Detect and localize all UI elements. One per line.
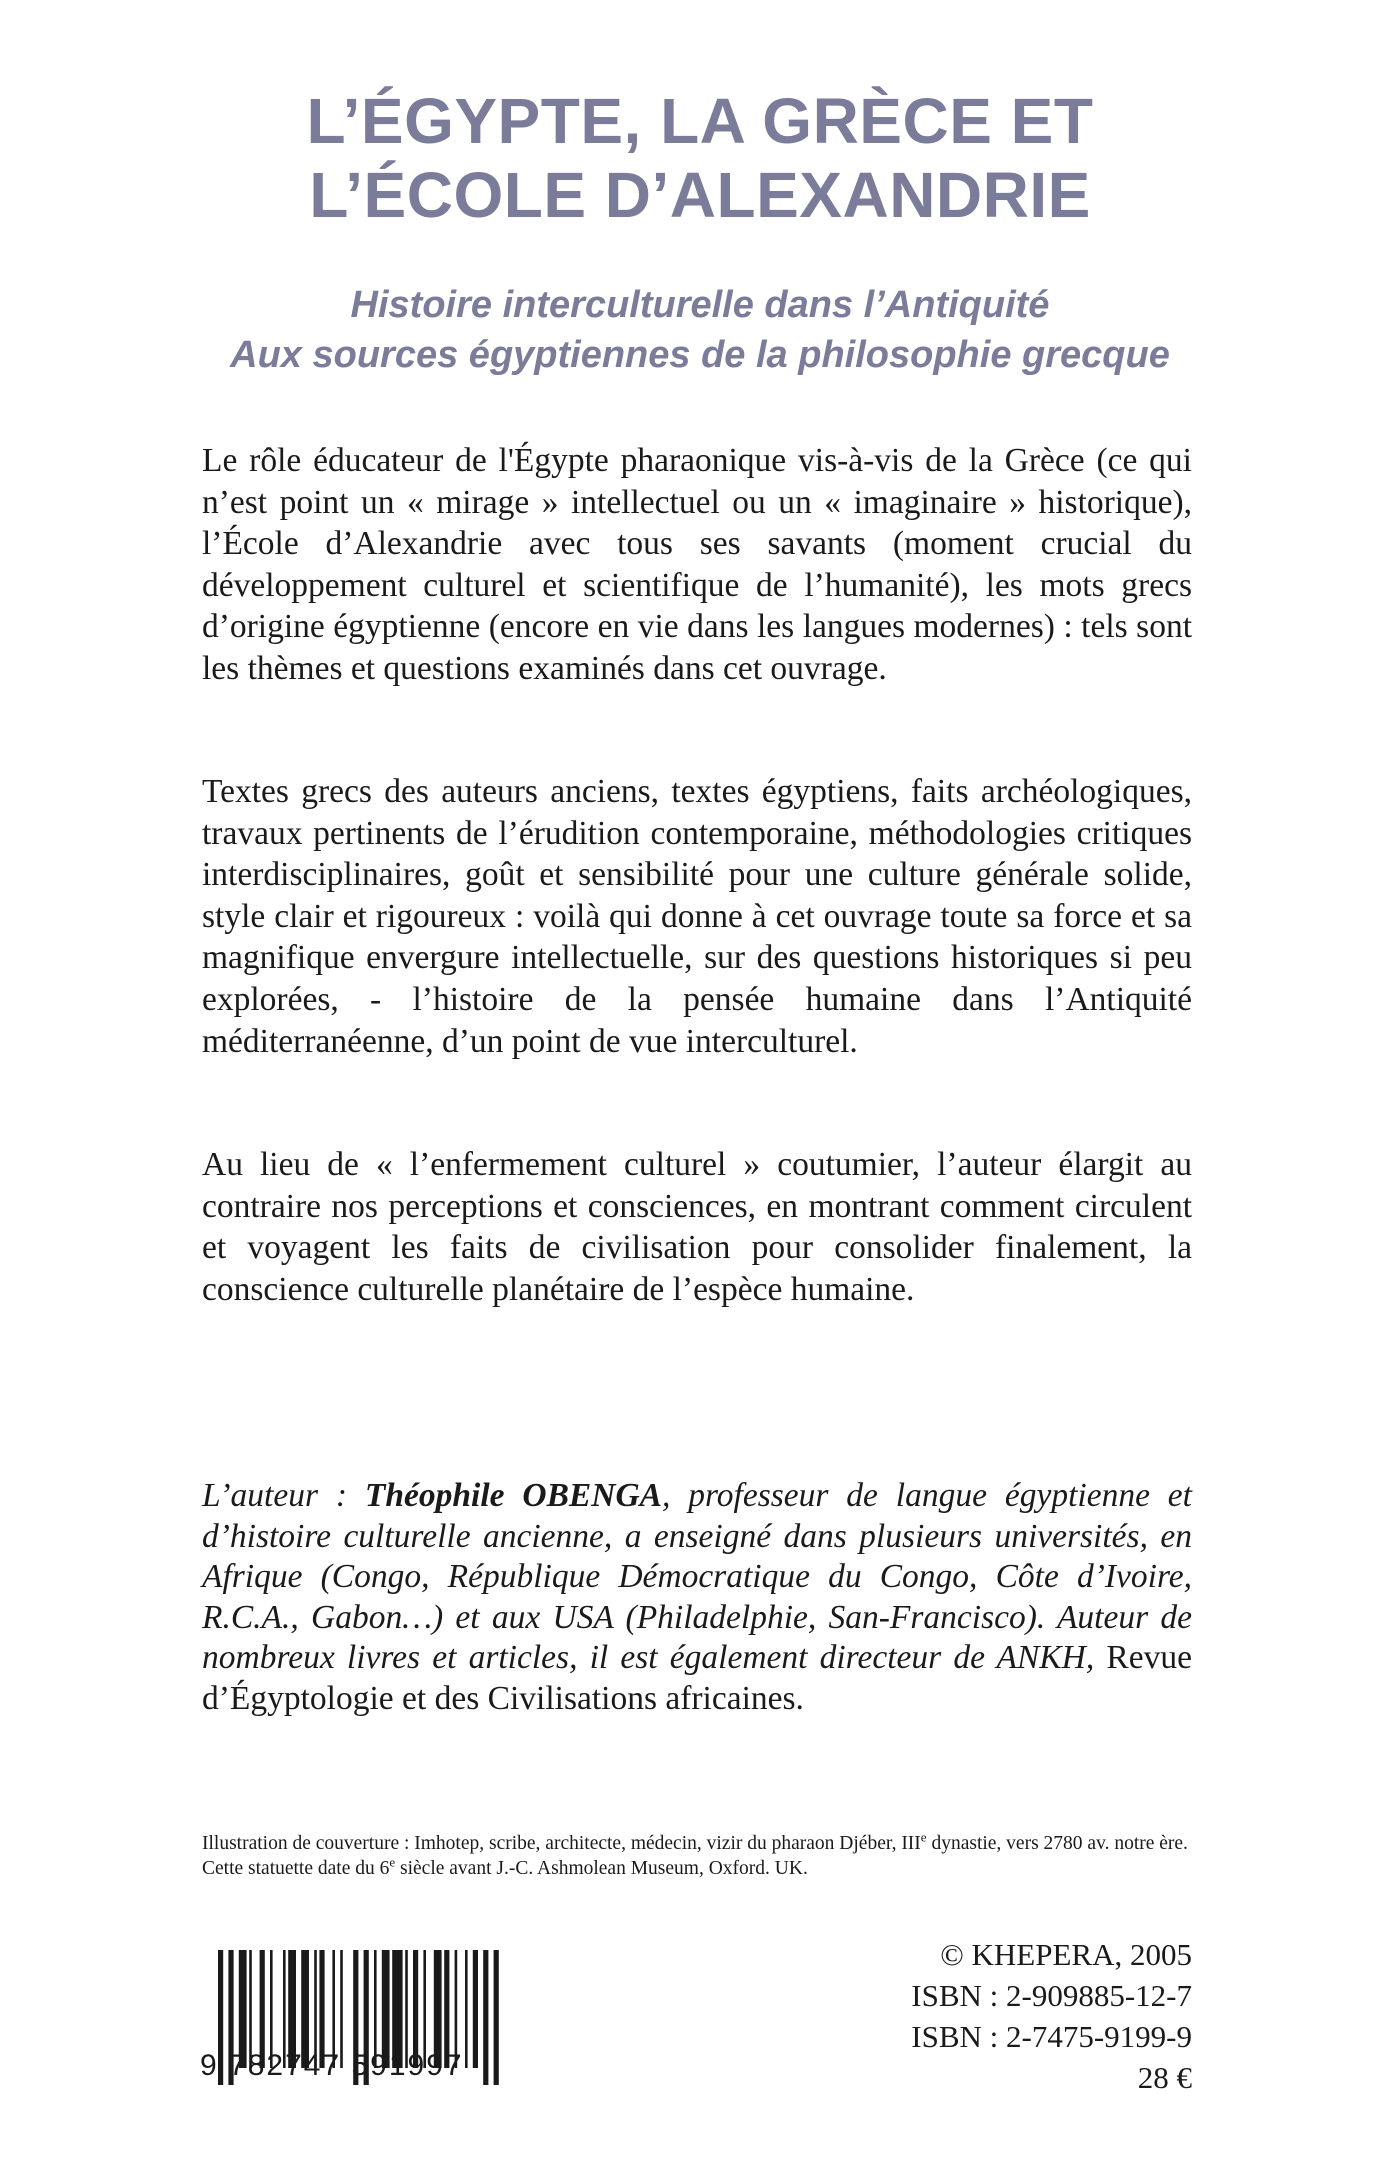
price-line: 28 € (1137, 2060, 1192, 2095)
book-title-line-2: L’ÉCOLE D’ALEXANDRIE (309, 159, 1091, 231)
author-bio (202, 1476, 1192, 1719)
cover-credit-sup-1: e (920, 1829, 927, 1845)
isbn-line-2: ISBN : 2-7475-9199-9 (911, 2019, 1192, 2054)
cover-credit-line-2b: siècle avant J.-C. Ashmolean Museum, Oxford. UK. (395, 1858, 808, 1879)
author-bio-suffix: Revue d’Égyptologie et des Civilisations africaines. (202, 1639, 1192, 1717)
cover-credit-sup-2: e (389, 1854, 396, 1870)
book-title-line-1: L’ÉGYPTE, LA GRÈCE ET (306, 85, 1094, 157)
cover-credit-line-1b: dynastie, vers 2780 av. notre ère. (926, 1833, 1188, 1854)
author-name: Théophile OBENGA (364, 1477, 662, 1514)
publisher-info (911, 1934, 1192, 2098)
book-subtitle-line-2: Aux sources égyptiennes de la philosophie grecque (230, 334, 1170, 376)
cover-credit (202, 1831, 1192, 1881)
author-bio-prefix: L’auteur : (202, 1477, 365, 1514)
blurb-paragraph-1: Le rôle éducateur de l'Égypte pharaonique vis-à-vis de la Grèce (ce qui n’est point un « mirage » intellectuel ou un « imaginaire » historique), l’École d’Alexandrie avec tous ses savants (moment crucial du développement culturel et scientifique de l’humanité), les mots grecs d’origine égyptienne (encore en vie dans les langues modernes) : tels sont les thèmes et questions examinés dans cet ouvrage. (202, 442, 1192, 687)
copyright-line: © KHEPERA, 2005 (940, 1937, 1192, 1972)
book-subtitle-line-1: Histoire interculturelle dans l’Antiquité (350, 284, 1050, 326)
blurb-paragraph-3: Au lieu de « l’enfermement culturel » coutumier, l’auteur élargit au contraire nos perceptions et consciences, en montrant comment circulent et voyagent les faits de civilisation pour consolider finalement, la conscience culturelle planétaire de l’espèce humaine. (202, 1146, 1192, 1308)
cover-credit-line-1a: Illustration de couverture : Imhotep, scribe, architecte, médecin, vizir du pharaon Djéber, III (202, 1833, 921, 1854)
book-subtitle (0, 280, 1400, 380)
book-title (0, 84, 1400, 232)
blurb-paragraph-2: Textes grecs des auteurs anciens, textes égyptiens, faits archéologiques, travaux pertinents de l’érudition contemporaine, méthodologies critiques interdisciplinaires, goût et sensibilité pour une culture générale solide, style clair et rigoureux : voilà qui donne à cet ouvrage toute sa force et sa magnifique envergure intellectuelle, sur des questions historiques si peu explorées, - l’histoire de la pensée humaine dans l’Antiquité méditerranéenne, d’un point de vue interculturel. (202, 773, 1192, 1060)
author-bio-text: , professeur de langue égyptienne et d’histoire culturelle ancienne, a enseigné dans plusieurs universités, en Afrique (Congo, République Démocratique du Congo, Côte d’Ivoire, R.C.A., Gabon…) et aux USA (Philadelphie, San-Francisco). Auteur de nombreux livres et articles, il est également directeur de ANKH, (202, 1477, 1192, 1676)
barcode-digits: 9 782747 591997 (200, 2049, 464, 2082)
isbn-line-1: ISBN : 2-909885-12-7 (911, 1978, 1192, 2013)
cover-credit-line-2a: Cette statuette date du 6 (202, 1858, 390, 1879)
